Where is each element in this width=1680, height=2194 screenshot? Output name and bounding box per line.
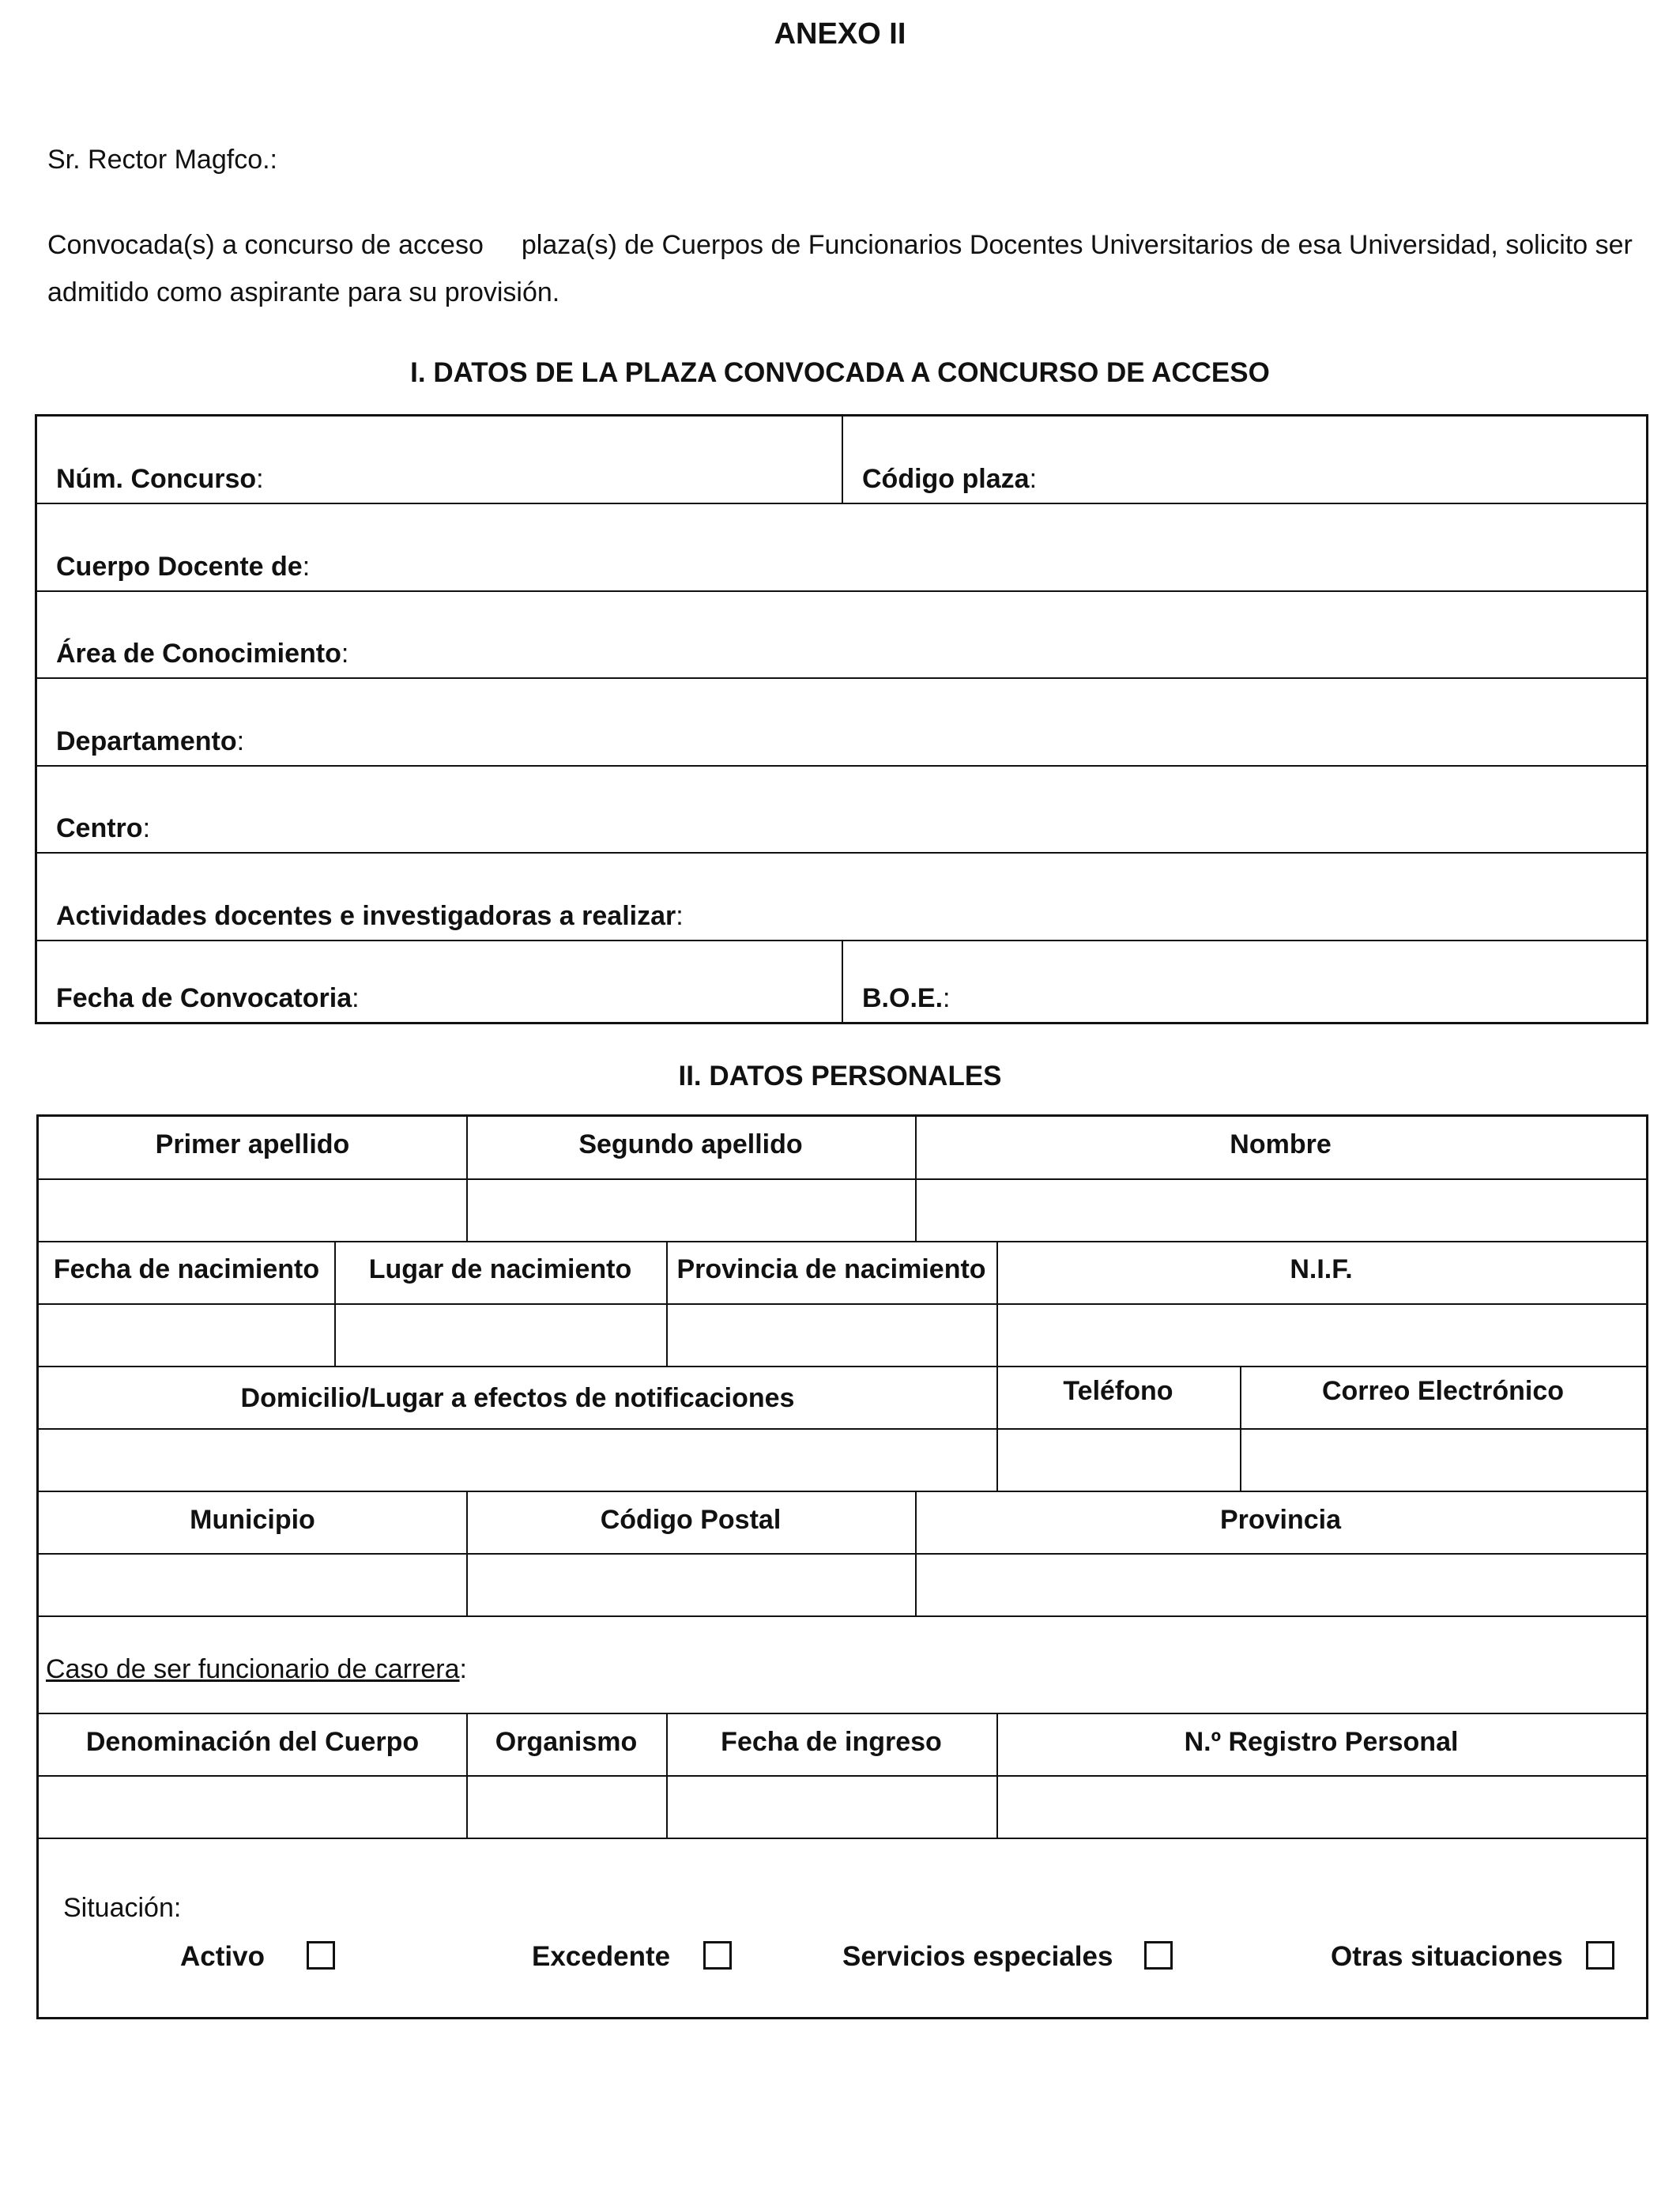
cuerpo-docente-field[interactable] <box>37 504 1646 592</box>
provincia-header: Provincia <box>1219 1505 1342 1535</box>
boe-field[interactable] <box>843 941 1646 1022</box>
fecha-nacimiento-input[interactable] <box>40 1305 333 1364</box>
table-row <box>37 417 1646 504</box>
fecha-ingreso-header: Fecha de ingreso <box>721 1727 942 1757</box>
codigo-plaza-label: Código plaza <box>862 464 1030 494</box>
num-concurso-label: Núm. Concurso <box>56 464 257 494</box>
municipio-input[interactable] <box>40 1555 465 1614</box>
divider <box>39 1713 1646 1714</box>
organismo-input[interactable] <box>468 1777 665 1836</box>
colon: : <box>341 639 349 669</box>
intro-text-start: Convocada(s) a concurso de acceso <box>47 230 484 260</box>
telefono-header: Teléfono <box>1063 1376 1173 1406</box>
provincia-nacimiento-input[interactable] <box>668 1305 995 1364</box>
otras-situaciones-checkbox[interactable] <box>1586 1941 1614 1970</box>
telefono-input[interactable] <box>998 1430 1238 1489</box>
colon: : <box>676 901 684 931</box>
denominacion-header: Denominación del Cuerpo <box>85 1727 420 1757</box>
divider <box>39 1491 1646 1492</box>
document-title: ANEXO II <box>774 17 906 51</box>
nif-header: N.I.F. <box>1290 1254 1353 1284</box>
colon: : <box>1029 464 1038 494</box>
fecha-convocatoria-label: Fecha de Convocatoria <box>56 983 352 1013</box>
divider <box>39 1838 1646 1839</box>
provincia-nacimiento-header: Provincia de nacimiento <box>676 1254 986 1284</box>
codigo-postal-input[interactable] <box>468 1555 913 1614</box>
actividades-label: Actividades docentes e investigadoras a realizar <box>56 901 676 931</box>
departamento-label: Departamento <box>56 726 237 756</box>
divider <box>39 1241 1646 1242</box>
nif-input[interactable] <box>998 1305 1644 1364</box>
divider <box>39 1366 1646 1367</box>
area-conocimiento-field[interactable] <box>37 592 1646 679</box>
servicios-especiales-label: Servicios especiales <box>842 1941 1113 1972</box>
lugar-nacimiento-input[interactable] <box>336 1305 665 1364</box>
boe-label: B.O.E. <box>862 983 944 1013</box>
caso-funcionario-text: Caso de ser funcionario de carrera <box>46 1654 460 1684</box>
nombre-header: Nombre <box>1230 1129 1332 1159</box>
colon: : <box>236 726 245 756</box>
segundo-apellido-input[interactable] <box>468 1180 913 1239</box>
centro-field[interactable] <box>37 767 1646 854</box>
actividades-field[interactable] <box>37 854 1646 941</box>
colon: : <box>943 983 951 1013</box>
activo-label: Activo <box>180 1941 265 1972</box>
domicilio-input[interactable] <box>40 1430 995 1489</box>
departamento-field[interactable] <box>37 679 1646 767</box>
colon: : <box>459 1654 467 1684</box>
primer-apellido-input[interactable] <box>40 1180 465 1239</box>
situacion-label: Situación: <box>63 1893 182 1923</box>
personal-data-table <box>36 1114 1648 2019</box>
area-conocimiento-label: Área de Conocimiento <box>56 639 341 669</box>
municipio-header: Municipio <box>190 1505 315 1535</box>
fecha-convocatoria-field[interactable] <box>37 941 843 1022</box>
intro-paragraph <box>47 221 1644 316</box>
salutation: Sr. Rector Magfco.: <box>47 145 277 175</box>
colon: : <box>352 983 360 1013</box>
cuerpo-docente-label: Cuerpo Docente de <box>56 552 303 582</box>
primer-apellido-header: Primer apellido <box>155 1129 350 1159</box>
otras-situaciones-label: Otras situaciones <box>1331 1941 1563 1972</box>
colon: : <box>256 464 264 494</box>
organismo-header: Organismo <box>495 1727 638 1757</box>
caso-funcionario-label <box>46 1654 467 1685</box>
segundo-apellido-header: Segundo apellido <box>578 1129 803 1159</box>
excedente-label: Excedente <box>532 1941 671 1972</box>
domicilio-header: Domicilio/Lugar a efectos de notificaciones <box>240 1383 795 1413</box>
activo-checkbox[interactable] <box>307 1941 335 1970</box>
codigo-postal-header: Código Postal <box>600 1505 782 1535</box>
registro-personal-header: N.º Registro Personal <box>1184 1727 1459 1757</box>
colon: : <box>142 813 151 843</box>
nombre-input[interactable] <box>917 1180 1644 1239</box>
table-row <box>37 941 1646 1022</box>
plaza-data-table <box>35 414 1648 1024</box>
num-concurso-field[interactable] <box>37 417 843 503</box>
section1-title: I. DATOS DE LA PLAZA CONVOCADA A CONCURSO DE ACCESO <box>410 357 1270 388</box>
provincia-input[interactable] <box>917 1555 1644 1614</box>
servicios-especiales-checkbox[interactable] <box>1144 1941 1173 1970</box>
lugar-nacimiento-header: Lugar de nacimiento <box>368 1254 632 1284</box>
section2-title: II. DATOS PERSONALES <box>678 1061 1002 1091</box>
codigo-plaza-field[interactable] <box>843 417 1646 503</box>
divider <box>39 1615 1646 1617</box>
centro-label: Centro <box>56 813 143 843</box>
intro-text-end: plaza(s) de Cuerpos de Funcionarios Docentes Universitarios de esa Universidad, solicito ser admitido como aspirante para su provisión. <box>47 230 1633 307</box>
fecha-ingreso-input[interactable] <box>668 1777 995 1836</box>
fecha-nacimiento-header: Fecha de nacimiento <box>53 1254 320 1284</box>
correo-header: Correo Electrónico <box>1321 1376 1565 1406</box>
colon: : <box>302 552 311 582</box>
denominacion-input[interactable] <box>40 1777 465 1836</box>
correo-input[interactable] <box>1241 1430 1644 1489</box>
excedente-checkbox[interactable] <box>703 1941 732 1970</box>
registro-personal-input[interactable] <box>998 1777 1644 1836</box>
